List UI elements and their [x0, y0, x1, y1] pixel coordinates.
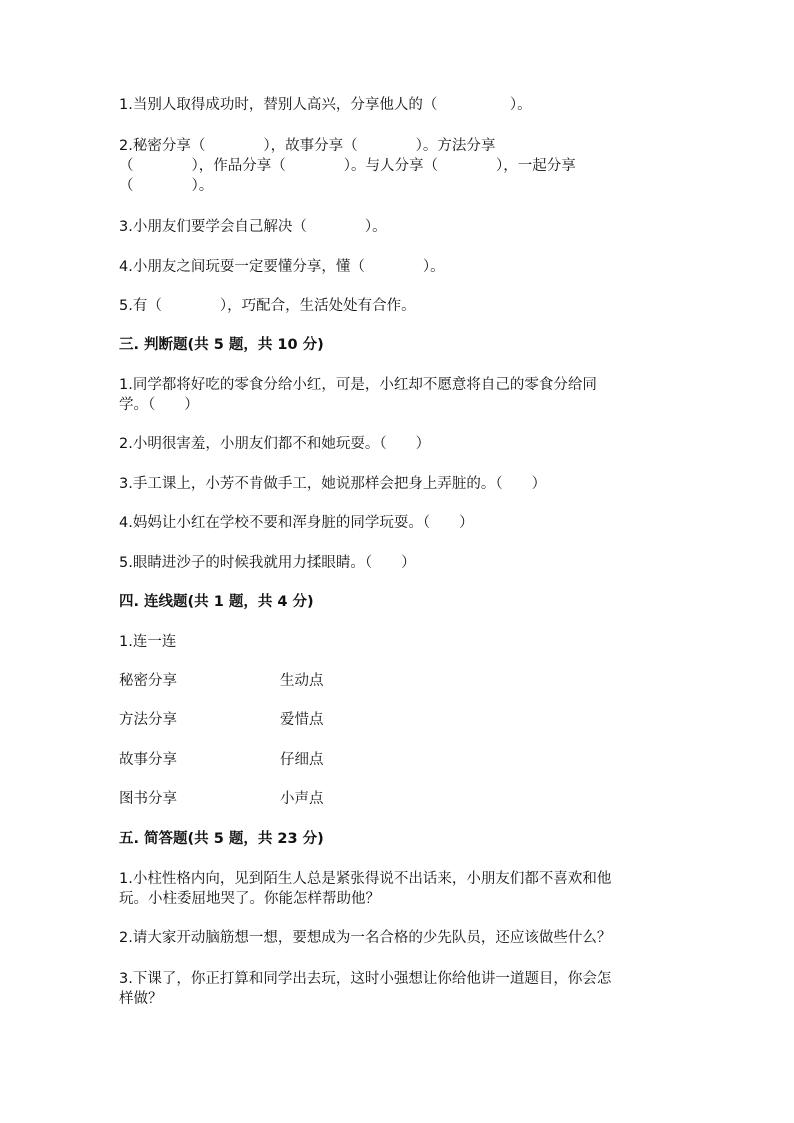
short-answer-q3-line2: 样做？ — [119, 991, 163, 1007]
true-false-q1-line1: 1.同学都将好吃的零食分给小红，可是，小红却不愿意将自己的零食分给同 — [119, 377, 597, 393]
true-false-q5-line1: 5.眼睛进沙子的时候我就用力揉眼睛。（ ） — [119, 555, 416, 571]
true-false-q2-line1: 2.小明很害羞，小朋友们都不和她玩耍。（ ） — [119, 436, 431, 452]
matching-left-item: 方法分享 — [119, 712, 177, 728]
fill-blank-q2-line3: （ ）。 — [119, 178, 214, 194]
fill-blank-q1-line1: 1.当别人取得成功时，替别人高兴，分享他人的（ ）。 — [119, 97, 532, 113]
short-answer-q1-line1: 1.小柱性格内向，见到陌生人总是紧张得说不出话来，小朋友们都不喜欢和他 — [119, 871, 612, 887]
short-answer-q1-line2: 玩。小柱委屈地哭了。你能怎样帮助他？ — [119, 891, 380, 907]
fill-blank-q2-line1: 2.秘密分享（ ），故事分享（ ）。方法分享 — [119, 138, 496, 154]
matching-question: 1.连一连 — [119, 634, 177, 650]
true-false-q4-line1: 4.妈妈让小红在学校不要和浑身脏的同学玩耍。（ ） — [119, 515, 474, 531]
matching-right-item: 生动点 — [280, 673, 324, 689]
matching-left-item: 图书分享 — [119, 791, 177, 807]
short-answer-q2-line1: 2.请大家开动脑筋想一想，要想成为一名合格的少先队员，还应该做些什么？ — [119, 930, 612, 946]
section-heading-true-false: 三. 判断题(共 5 题，共 10 分) — [119, 337, 324, 353]
true-false-q3-line1: 3.手工课上，小芳不肯做手工，她说那样会把身上弄脏的。（ ） — [119, 476, 547, 492]
short-answer-q3-line1: 3.下课了，你正打算和同学出去玩，这时小强想让你给他讲一道题目，你会怎 — [119, 971, 612, 987]
true-false-q1-line2: 学。（ ） — [119, 397, 199, 413]
fill-blank-q4-line1: 4.小朋友之间玩耍一定要懂分享，懂（ ）。 — [119, 259, 445, 275]
matching-right-item: 小声点 — [280, 791, 324, 807]
section-heading-short-answer: 五. 简答题(共 5 题，共 23 分) — [119, 831, 324, 847]
fill-blank-q2-line2: （ ），作品分享（ ）。与人分享（ ），一起分享 — [119, 158, 576, 174]
matching-right-item: 爱惜点 — [280, 712, 324, 728]
section-heading-matching: 四. 连线题(共 1 题，共 4 分) — [119, 594, 314, 610]
matching-left-item: 故事分享 — [119, 752, 177, 768]
fill-blank-q5-line1: 5.有（ ），巧配合，生活处处有合作。 — [119, 298, 416, 314]
matching-right-item: 仔细点 — [280, 752, 324, 768]
matching-left-item: 秘密分享 — [119, 673, 177, 689]
fill-blank-q3-line1: 3.小朋友们要学会自己解决（ ）。 — [119, 219, 387, 235]
